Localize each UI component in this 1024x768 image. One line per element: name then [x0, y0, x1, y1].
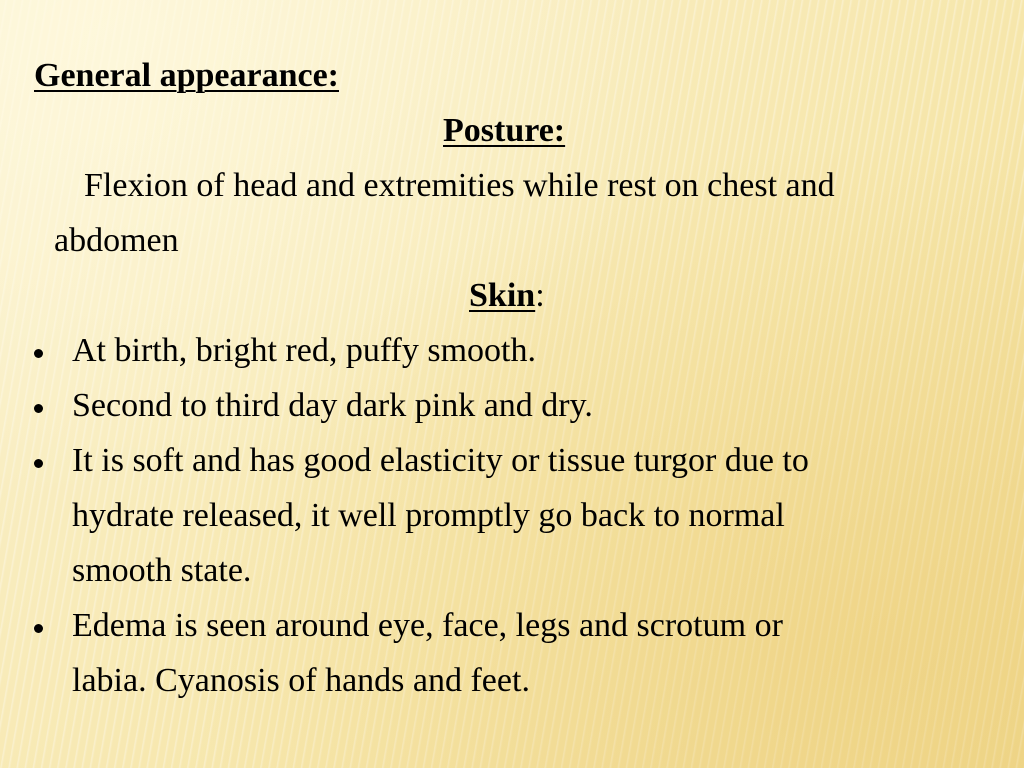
skin-heading-colon: : [535, 277, 545, 314]
posture-text-line-1: Flexion of head and extremities while rest on chest and [84, 167, 835, 204]
skin-heading [469, 276, 545, 316]
general-appearance-heading: General appearance: [34, 57, 339, 94]
skin-bullet-2-line-1: Second to third day dark pink and dry. [72, 387, 593, 424]
bullet-icon [34, 404, 43, 413]
skin-bullet-1-line-1: At birth, bright red, puffy smooth. [72, 332, 536, 369]
skin-bullet-3-line-3: smooth state. [72, 552, 252, 589]
skin-bullet-4-line-1: Edema is seen around eye, face, legs and scrotum or [72, 607, 783, 644]
skin-bullet-3-line-2: hydrate released, it well promptly go back to normal [72, 497, 785, 534]
skin-bullet-3-line-1: It is soft and has good elasticity or tissue turgor due to [72, 442, 809, 479]
skin-heading-word: Skin [469, 277, 536, 314]
bullet-icon [34, 349, 43, 358]
posture-text-line-2: abdomen [54, 222, 179, 259]
bullet-icon [34, 459, 43, 468]
posture-heading: Posture: [443, 112, 566, 149]
skin-bullet-4-line-2: labia. Cyanosis of hands and feet. [72, 662, 530, 699]
bullet-icon [34, 624, 43, 633]
